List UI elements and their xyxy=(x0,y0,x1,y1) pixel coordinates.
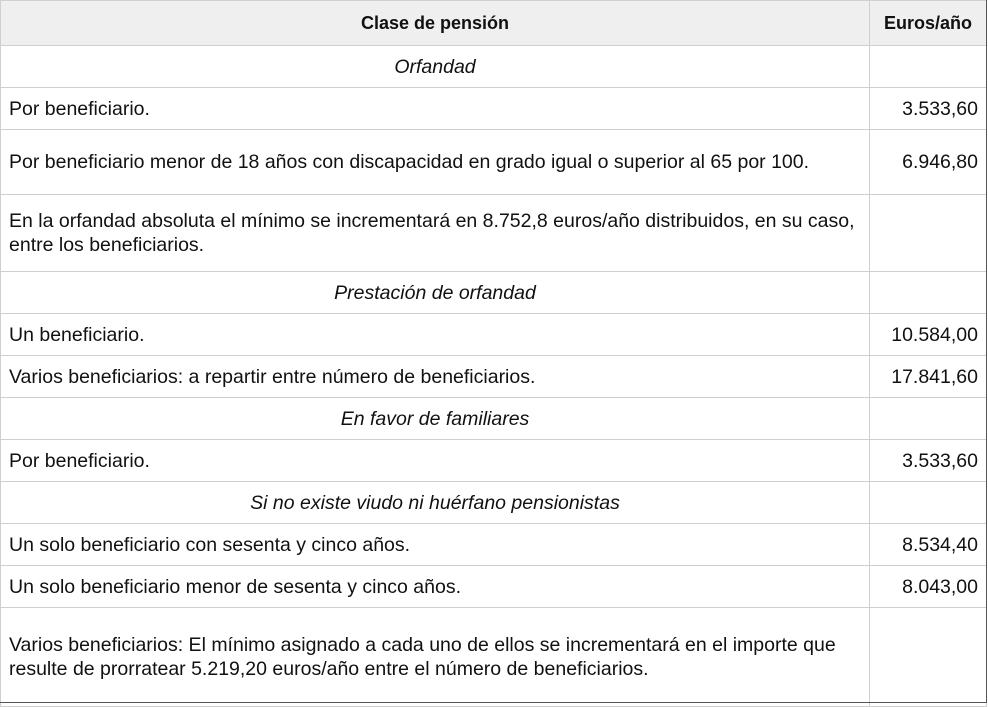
amount-cell: 3.533,60 xyxy=(870,440,987,482)
section-label: En favor de familiares xyxy=(1,398,870,440)
amount-cell: 3.533,60 xyxy=(870,88,987,130)
section-label: Orfandad xyxy=(1,46,870,88)
pension-class-cell: Por beneficiario. xyxy=(1,88,870,130)
amount-cell: 6.946,80 xyxy=(870,130,987,195)
header-euros-per-year: Euros/año xyxy=(870,1,987,46)
pension-class-cell: Por beneficiario menor de 18 años con discapacidad en grado igual o superior al 65 por 100. xyxy=(1,130,870,195)
amount-cell: 10.584,00 xyxy=(870,314,987,356)
pension-class-cell: Un solo beneficiario menor de sesenta y cinco años. xyxy=(1,566,870,608)
pension-class-cell: Varios beneficiarios: El mínimo asignado a cada uno de ellos se incrementará en el importe que resulte de prorratear 5.219,20 euros/año entre el número de beneficiarios. xyxy=(1,608,870,707)
header-pension-class: Clase de pensión xyxy=(1,1,870,46)
section-label: Prestación de orfandad xyxy=(1,272,870,314)
pension-class-cell: Varios beneficiarios: a repartir entre número de beneficiarios. xyxy=(1,356,870,398)
amount-cell: 8.043,00 xyxy=(870,566,987,608)
pension-class-cell: Un beneficiario. xyxy=(1,314,870,356)
amount-cell: 17.841,60 xyxy=(870,356,987,398)
pension-class-cell: Un solo beneficiario con sesenta y cinco años. xyxy=(1,524,870,566)
pension-class-cell: Por beneficiario. xyxy=(1,440,870,482)
pension-class-cell: En la orfandad absoluta el mínimo se incrementará en 8.752,8 euros/año distribuidos, en su caso, entre los beneficiarios. xyxy=(1,195,870,272)
amount-cell: 8.534,40 xyxy=(870,524,987,566)
section-label: Si no existe viudo ni huérfano pensionistas xyxy=(1,482,870,524)
